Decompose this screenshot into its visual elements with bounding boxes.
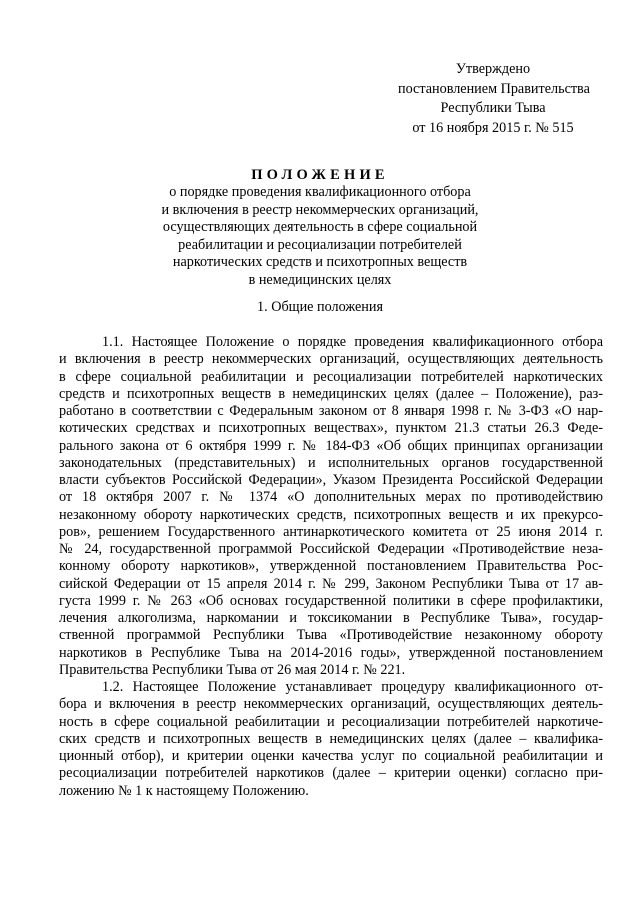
paragraph-line: лечения алкоголизма, наркомании и токсикомании в Республике Тыва», государ-: [59, 610, 603, 626]
paragraph-line: ресоциализации потребителей наркотиков (далее – критерии оценки) согласно при-: [59, 765, 603, 782]
subtitle-line: в немедицинских целях: [248, 271, 392, 288]
document-subtitle: [0, 184, 640, 290]
paragraph-line: наркотиков в Республике Тыва на 2014-2016 годы», утвержденной постановлением: [59, 644, 603, 661]
approval-stamp: [398, 60, 588, 138]
paragraph-line: Правительства Республики Тыва от 26 мая 2014 г. № 221.: [59, 661, 406, 678]
paragraph-line: конному обороту наркотиков», утвержденной постановлением Правительства Рос-: [59, 558, 603, 575]
approval-line: Республики Тыва: [440, 100, 546, 117]
paragraph-line: густа 1999 г. № 263 «Об основах государственной политики в сфере профилактики,: [59, 592, 603, 609]
paragraph-line: средств и психотропных веществ в немедицинских целях (далее – Положение), раз-: [59, 385, 603, 402]
subtitle-line: осуществляющих деятельность в сфере социальной: [162, 219, 478, 236]
paragraph-line: законодательных (представительных) и исполнительных органов государственной: [59, 454, 603, 471]
paragraph-1-2: [59, 679, 603, 800]
paragraph-line: котических средствах и психотропных веществах», пунктом 21.3 статьи 26.3 Феде-: [59, 420, 603, 437]
paragraph-line: рального закона от 6 октября 1999 г. № 184-ФЗ «Об общих принципах организации: [59, 437, 603, 454]
paragraph-1-1: [59, 334, 603, 679]
paragraph-line: власти субъектов Российской Федерации», Указом Президента Российской Федерации: [59, 472, 603, 488]
subtitle-line: и включения в реестр некоммерческих организаций,: [161, 201, 479, 218]
approval-line: постановлением Правительства: [398, 80, 590, 97]
paragraph-line: ность в сфере социальной реабилитации и ресоциализации потребителей наркотиче-: [59, 713, 603, 730]
subtitle-line: реабилитации и ресоциализации потребителей: [178, 236, 462, 253]
paragraph-line: ров», решением Государственного антинаркотического комитета от 25 июня 2014 г.: [59, 523, 603, 540]
section-heading: 1. Общие положения: [257, 299, 383, 315]
paragraph-line: ционный отбор), и критерии оценки качества услуг по социальной реабилитации и: [59, 748, 603, 764]
paragraph-line: сийской Федерации от 15 апреля 2014 г. № 299, Законом Республики Тыва от 17 ав-: [59, 575, 603, 592]
paragraph-line: 1.2. Настоящее Положение устанавливает процедуру квалификационного от-: [102, 679, 603, 695]
paragraph-line: ственной программой Республики Тыва «Противодействие незаконному обороту: [59, 627, 603, 644]
subtitle-line: о порядке проведения квалификационного отбора: [169, 184, 471, 200]
paragraph-line: в сфере социальной реабилитации и ресоциализации потребителей наркотических: [59, 368, 603, 385]
paragraph-line: и включения в реестр некоммерческих организаций, осуществляющих деятельность: [59, 351, 603, 368]
paragraph-line: 1.1. Настоящее Положение о порядке проведения квалификационного отбора: [102, 334, 603, 350]
paragraph-line: ских средств и психотропных веществ в немедицинских целях (далее – квалифика-: [59, 730, 603, 747]
paragraph-line: бора и включения в реестр некоммерческих организаций, осуществляющих деятель-: [59, 696, 603, 713]
paragraph-line: № 24, государственной программой Российской Федерации «Противодействие неза-: [59, 541, 603, 557]
document-body: [59, 334, 603, 800]
paragraph-line: работано в соответствии с Федеральным законом от 8 января 1998 г. № 3-ФЗ «О нар-: [59, 403, 603, 419]
paragraph-line: ложению № 1 к настоящему Положению.: [59, 782, 309, 799]
paragraph-line: незаконному обороту наркотических средств, психотропных веществ и их прекурсо-: [59, 506, 603, 523]
paragraph-line: от 18 октября 2007 г. № 1374 «О дополнительных мерах по противодействию: [59, 489, 603, 506]
approval-line: от 16 ноября 2015 г. № 515: [412, 119, 574, 136]
document-title: ПОЛОЖЕНИЕ: [251, 167, 389, 183]
approval-line: Утверждено: [455, 61, 531, 77]
subtitle-line: наркотических средств и психотропных веществ: [172, 254, 468, 271]
